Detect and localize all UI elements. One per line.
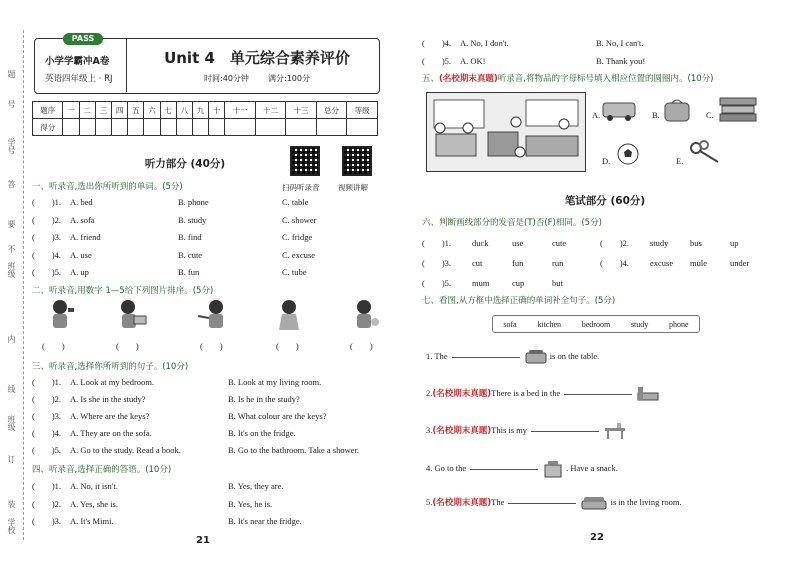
option-b: B. fun [178,267,200,277]
page-number-left: 21 [196,535,210,546]
score-cell[interactable] [112,119,128,136]
word-option: kitchen [537,319,561,329]
phonics-word: bus [690,238,702,248]
schoolbag-icon [662,98,692,124]
child-girl-icon [272,298,308,334]
score-cell[interactable] [79,119,95,136]
score-cell[interactable] [209,119,225,136]
item-number: 4 [54,428,59,438]
time-limit: 时间:40分钟 [204,74,249,83]
q3-heading: 三、听录音,选择你所听到的句子。(10分) [32,362,189,372]
strip-text: 学校 [7,518,16,534]
header-series-box [35,34,127,92]
score-cell[interactable] [128,119,144,136]
score-table-header-cell: 九 [192,102,208,119]
score-table-header-cell: 五 [128,102,144,119]
phonics-word: run [552,258,564,268]
q7-heading: 七、看图,从方框中选择正确的单词补全句子。(5分) [422,296,616,306]
answer-bracket[interactable]: ( )3. [32,411,62,421]
exam-meta [137,73,377,84]
option-c: C. tube [282,267,307,277]
football-icon [616,142,640,166]
listening-section-title: 听力部分 (40分) [144,158,226,170]
q5-instruction: 听录音,将物品的字母标号填入相应位置的圆圈内。(10分) [497,74,714,84]
answer-bracket[interactable]: ( )2. [32,394,62,404]
option-b: B. Go to the bathroom. Take a shower. [228,445,359,455]
score-table-header-cell: 十三 [286,102,316,119]
item-number: 1 [444,238,449,248]
option-c: C. table [282,197,309,207]
child-phone-icon [44,298,80,334]
score-table-header-row [33,102,378,119]
bus-icon [602,100,636,122]
item-number: 1 [54,197,59,207]
strip-text: 不 [7,245,16,253]
answer-bracket[interactable]: ( )2. [600,238,630,248]
answer-bracket[interactable]: ( )1. [32,197,62,207]
q1-heading: 一、听录音,选出你所听到的单词。(5分) [32,182,183,192]
score-cell[interactable] [192,119,208,136]
phonics-word: mum [472,278,490,288]
sentence-number: 3. [426,424,433,435]
strip-text: 班级 [7,262,16,278]
word-option: phone [669,319,689,329]
item-number: 1 [54,377,59,387]
item-number: 4 [54,249,59,260]
option-a: A. Go to the study. Read a book. [70,445,181,455]
option-a: A. Where are the keys? [70,411,150,421]
phonics-word: cute [552,238,567,248]
answer-bracket[interactable]: ( ) [42,341,65,351]
option-b: B. phone [178,197,209,207]
answer-bracket[interactable]: ( )1. [32,377,62,387]
sentence-text: is in the living room. [610,496,682,507]
q5-number: 五、 [422,74,440,84]
answer-bracket[interactable]: ( )2. [32,498,62,509]
answer-bracket[interactable]: ( )5. [32,267,62,277]
score-cell[interactable] [225,119,255,136]
option-b: B. Yes, they are. [228,481,284,491]
score-table-header-cell: 一 [63,102,79,119]
item-number: 2 [622,238,627,248]
option-b: B. study [178,214,207,225]
answer-bracket[interactable]: ( )5. [422,56,452,66]
sentence-text: 1. The [426,350,448,361]
answer-blank[interactable] [470,469,538,470]
option-label-c: C. [706,110,714,120]
answer-bracket[interactable]: ( )2. [32,214,62,225]
strip-text: 班级 [7,415,16,431]
option-a: A. No, I don't. [460,38,509,48]
score-table-header-cell: 六 [144,102,160,119]
item-number: 5 [54,267,59,277]
keys-icon [688,138,724,168]
item-number: 4 [622,258,627,268]
score-cell[interactable] [176,119,192,136]
option-a: A. Yes, she is. [70,498,118,509]
strip-text: 内 [7,335,16,343]
answer-bracket[interactable]: ( )3. [422,258,452,268]
strip-text: 学号 [7,138,16,154]
phonics-word: up [730,238,739,248]
option-c: C. excuse [282,249,316,260]
q7-tag: (名校期末真题) [432,497,492,508]
answer-bracket[interactable]: ( )4. [600,258,630,268]
child-pointing-icon [196,298,236,334]
pass-logo: PASS [63,33,103,45]
desk-icon [603,422,627,440]
option-c: C. fridge [282,232,313,242]
option-a: A. No, it isn't. [70,481,118,491]
option-b: B. What colour are the keys? [228,411,327,421]
answer-bracket[interactable]: ( ) [200,341,223,351]
option-b: B. find [178,232,202,242]
option-a: A. bed [70,197,93,207]
option-b: B. It's near the fridge. [228,516,302,526]
score-cell[interactable] [63,119,79,136]
option-label-e: E. [676,156,684,166]
answer-bracket[interactable]: ( )4. [32,428,62,438]
answer-blank[interactable] [531,431,599,432]
option-a: A. sofa [70,214,95,225]
books-icon [718,94,758,126]
option-a: A. use [70,249,92,260]
q7-sentence-2 [426,385,660,403]
item-number: 3 [444,258,449,268]
score-table-header-cell: 十一 [225,102,255,119]
item-number: 2 [54,498,59,509]
q7-sentence-5 [426,495,682,511]
score-cell[interactable] [144,119,160,136]
item-number: 2 [54,214,59,225]
sentence-text: . Have a snack. [566,462,618,473]
q7-sentence-4 [426,460,618,478]
sentence-text: This is my [491,424,528,435]
item-number: 5 [444,56,449,66]
phonics-word: fun [512,258,524,268]
answer-bracket[interactable]: ( ) [276,341,299,351]
qr-caption-audio: 扫码听录音 [282,183,320,192]
qr-code-audio[interactable] [290,146,320,176]
q7-sentence-1 [426,350,599,364]
phonics-word: mule [690,258,707,268]
option-a: A. Look at my bedroom. [70,377,155,387]
score-cell[interactable] [95,119,111,136]
score-cell[interactable] [347,119,378,136]
full-score: 满分:100分 [268,74,310,83]
item-number: 5 [54,445,59,455]
option-label-d: D. [602,156,611,166]
score-table-header-cell: 八 [176,102,192,119]
q5-tag: (名校期末真题) [439,74,498,84]
q7-sentence-3 [426,422,627,440]
q4-heading: 四、听录音,选择正确的答语。(10分) [32,465,172,475]
sentence-text: There is a bed in the [491,387,561,398]
strip-text: 号 [7,100,16,108]
score-cell[interactable] [255,119,285,136]
score-cell[interactable] [160,119,176,136]
option-b: B. Thank you! [596,56,646,66]
answer-bracket[interactable]: ( )5. [422,278,452,288]
phonics-word: study [650,238,669,248]
phonics-word: excuse [650,258,674,268]
item-number: 3 [54,411,59,421]
score-cell[interactable] [286,119,316,136]
answer-blank[interactable] [564,394,632,395]
answer-bracket[interactable]: ( )5. [32,445,62,455]
option-b: B. Look at my living room. [228,377,322,387]
answer-blank[interactable] [508,503,576,504]
phone-icon [524,350,548,364]
score-table [32,101,378,136]
option-b: B. cute [178,249,203,260]
q7-tag: (名校期末真题) [432,425,492,436]
score-table-header-cell: 等级 [347,102,378,119]
phonics-word: use [512,238,524,248]
kitchen-icon [542,460,566,478]
bed-icon [636,385,660,403]
score-table-header-cell: 七 [160,102,176,119]
binding-strip [4,30,24,540]
answer-bracket[interactable]: ( )1. [422,238,452,248]
option-a: A. They are on the sofa. [70,428,152,438]
item-number: 3 [54,232,59,242]
option-a: A. friend [70,232,101,242]
grade-label: 英语四年级上 · RJ [45,74,113,84]
item-number: 4 [444,38,449,48]
series-name: 小学学霸冲A卷 [45,56,110,67]
phonics-word: duck [472,238,489,248]
score-table-header-cell: 十二 [255,102,285,119]
option-b: B. No, I can't. [596,38,644,48]
child-eating-icon [348,298,384,334]
word-box [492,315,700,333]
child-reading-icon [114,298,150,334]
answer-blank[interactable] [452,357,520,358]
item-number: 3 [54,516,59,526]
answer-bracket[interactable]: ( )3. [32,516,62,526]
phonics-word: cut [472,258,483,268]
sentence-text: 4. Go to the [426,462,467,473]
score-table-header-cell: 题序 [33,102,63,119]
right-page [400,0,800,566]
option-a: A. up [70,267,89,277]
q2-heading: 二、听录音,用数字 1—5给下列图片排序。(5分) [32,286,214,296]
score-table-header-cell: 四 [112,102,128,119]
phonics-word: under [730,258,750,268]
strip-text: 装 [7,500,16,508]
strip-text: 线 [7,385,16,393]
q6-heading: 六、判断画线部分的发音是(T)否(F)相同。(5分) [422,218,602,228]
item-number: 1 [54,481,59,491]
answer-bracket[interactable]: ( )1. [32,481,62,491]
sentence-number: 5. [426,496,433,507]
living-room-picture [426,92,586,172]
phonics-word: but [552,278,563,288]
sentence-text: The [491,496,505,507]
option-b: B. Yes, he is. [228,498,273,509]
item-number: 2 [54,394,59,404]
answer-bracket[interactable]: ( )4. [32,249,62,260]
answer-bracket[interactable]: ( )3. [32,232,62,242]
option-a: A. OK! [460,56,486,66]
answer-bracket[interactable]: ( ) [350,341,373,351]
q5-heading [422,72,713,84]
exam-title: Unit 4 单元综合素养评价 [164,49,350,67]
option-label-b: B. [652,110,660,120]
strip-text: 订 [7,455,16,463]
score-table-header-cell: 总分 [316,102,346,119]
score-table-header-cell: 二 [79,102,95,119]
writing-section-title: 笔试部分 (60分) [564,195,646,207]
score-cell[interactable] [316,119,346,136]
option-label-a: A. [592,110,601,120]
option-c: C. shower [282,214,317,225]
strip-text: 答 [7,180,16,188]
strip-text: 题 [7,70,16,78]
option-a: A. It's Mimi. [70,516,114,526]
phonics-word: cup [512,278,525,288]
sentence-number: 2. [426,387,433,398]
word-option: study [630,319,649,329]
score-table-score-row [33,119,378,136]
qr-caption-video: 视频讲解 [338,183,368,192]
answer-bracket[interactable]: ( )4. [422,38,452,48]
option-b: B. It's on the fridge. [228,428,296,438]
qr-code-video[interactable] [342,146,372,176]
page-number-right: 22 [590,532,604,543]
option-a: A. Is she in the study? [70,394,146,404]
strip-text: 要 [7,220,16,228]
exam-header [34,34,380,94]
score-table-header-cell: 三 [95,102,111,119]
score-table-header-cell: 十 [209,102,225,119]
sofa-icon [580,495,608,511]
q7-tag: (名校期末真题) [432,388,492,399]
word-option: sofa [503,319,517,329]
answer-bracket[interactable]: ( ) [116,341,139,351]
word-option: bedroom [581,319,611,329]
sentence-text: is on the table. [549,350,600,361]
item-number: 5 [444,278,449,288]
score-table-row-label: 得分 [33,119,63,136]
option-b: B. Is he in the study? [228,394,300,404]
